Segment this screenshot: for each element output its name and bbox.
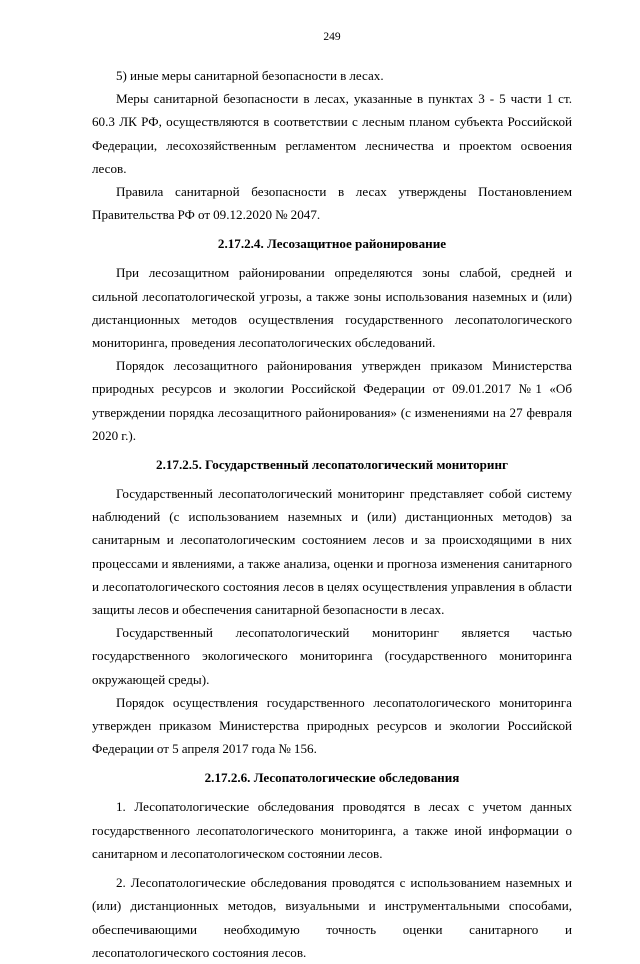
paragraph-surveys-item-2: 2. Лесопатологические обследования проводятся с использованием наземных и (или) дистанционных методов, визуальными и инструментальными способами, обеспечивающими необходимую точность оценки санитарного и лесопатологического состояния лесов. <box>92 875 572 960</box>
section-heading-monitoring: 2.17.2.5. Государственный лесопатологический мониторинг <box>156 457 508 473</box>
paragraph-zoning-definition: При лесозащитном районировании определяются зоны слабой, средней и сильной лесопатологической угрозы, а также зоны использования наземных и (или) дистанционных методов осуществления государственного лесопатологического мониторинга, проведения лесопатологических обследований. <box>92 265 572 351</box>
section-heading-zoning: 2.17.2.4. Лесозащитное районирование <box>217 236 447 252</box>
paragraph-monitoring-definition: Государственный лесопатологический мониторинг представляет собой систему наблюдений (с использованием наземных и (или) дистанционных методов) за санитарным и лесопатологическим состоянием лесов и за происходящими в них процессами и явлениями, а также анализа, оценки и прогноза изменения санитарного и лесопатологического состояния лесов в целях осуществления управления в области защиты лесов и обеспечения санитарной безопасности в лесах. <box>92 486 572 618</box>
paragraph-monitoring-order: Порядок осуществления государственного лесопатологического мониторинга утвержден приказом Министерства природных ресурсов и экологии Российской Федерации от 5 апреля 2017 года № 156. <box>92 694 572 757</box>
paragraph-other-measures: 5) иные меры санитарной безопасности в лесах. <box>116 68 384 83</box>
paragraph-sanitary-rules: Правила санитарной безопасности в лесах утверждены Постановлением Правительства РФ от 09.12.2020 № 2047. <box>92 184 572 223</box>
paragraph-monitoring-part: Государственный лесопатологический мониторинг является частью государственного экологического мониторинга (государственного мониторинга окружающей среды). <box>92 625 572 687</box>
paragraph-sanitary-measures: Меры санитарной безопасности в лесах, указанные в пунктах 3 - 5 части 1 ст. 60.3 ЛК РФ, осуществляются в соответствии с лесным планом субъекта Российской Федерации, лесохозяйственным регламентом лесничества и проектом освоения лесов. <box>92 91 572 176</box>
paragraph-zoning-order: Порядок лесозащитного районирования утвержден приказом Министерства природных ресурсов и экологии Российской Федерации от 09.01.2017 №1 «Об утверждении порядка лесозащитного районирования» (с изменениями на 27 февраля 2020 г.). <box>92 358 572 443</box>
page-number: 249 <box>323 31 341 43</box>
paragraph-surveys-item-1: 1. Лесопатологические обследования проводятся в лесах с учетом данных государственного лесопатологического мониторинга, а также иной информации о санитарном и лесопатологическом состоянии лесов. <box>92 799 572 861</box>
section-heading-surveys: 2.17.2.6. Лесопатологические обследования <box>204 770 460 786</box>
